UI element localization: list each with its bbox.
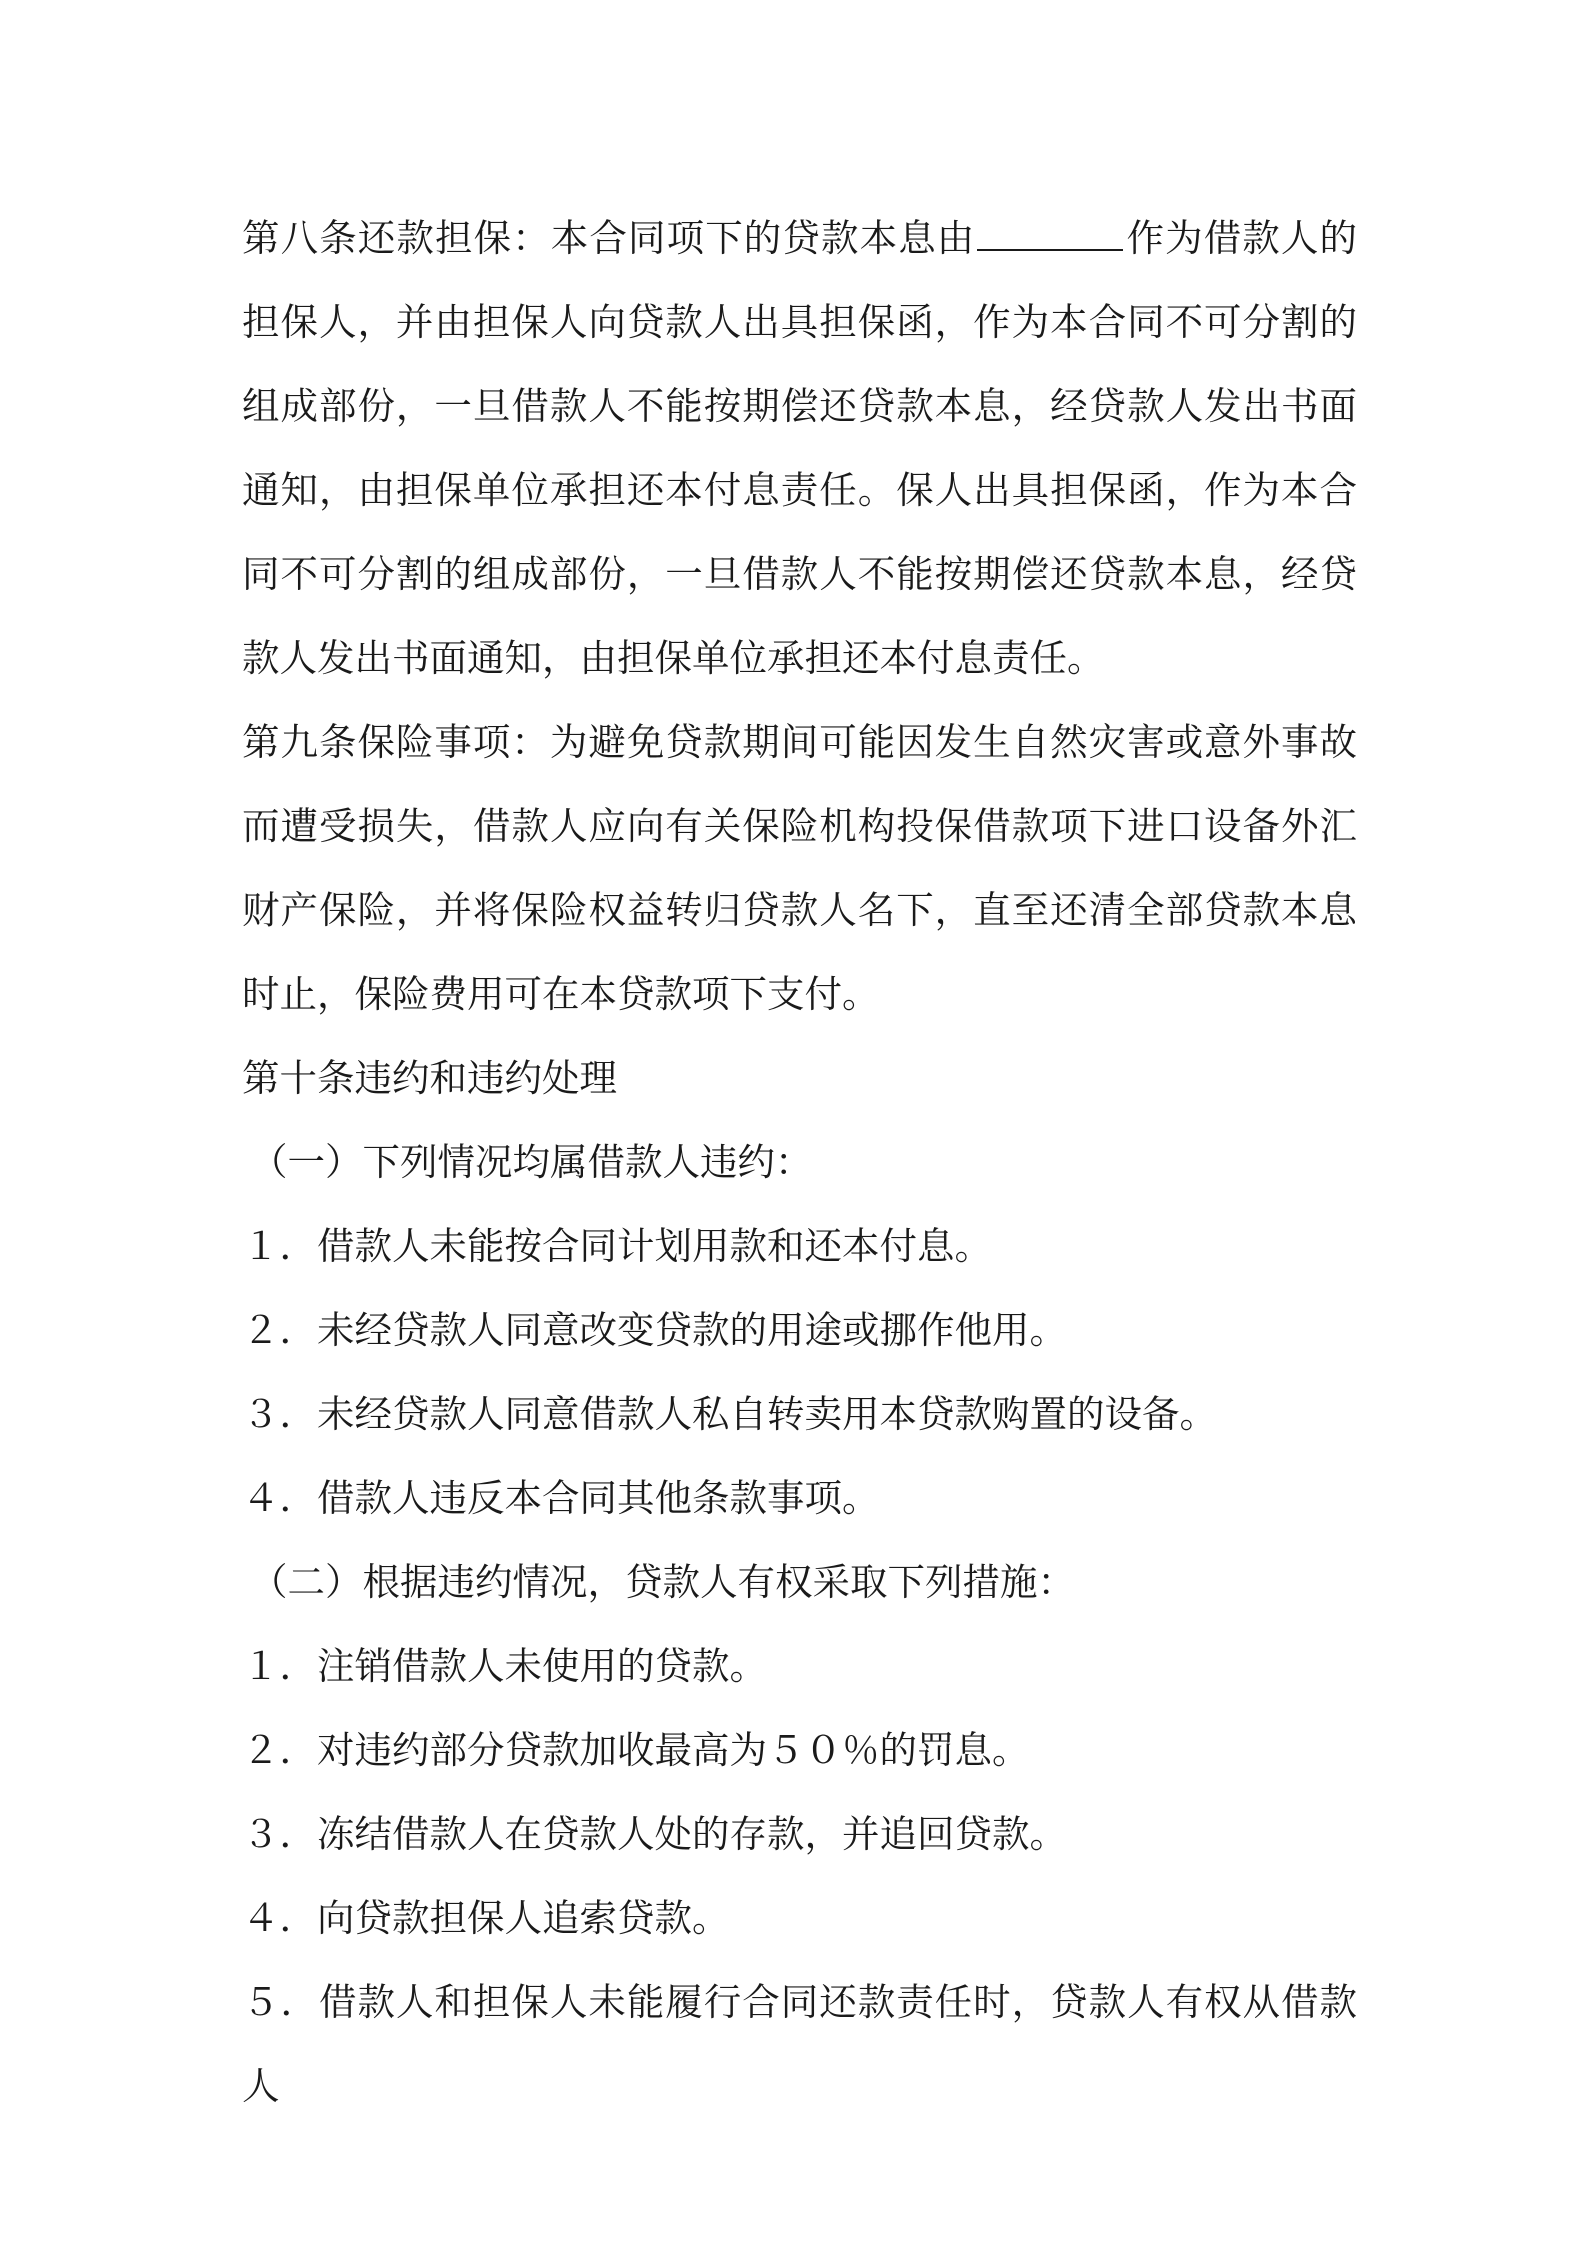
- article-8-text-after-blank: 作为借款人的担保人，并由担保人向贷款人出具担保函，作为本合同不可分割的组成部份，一旦借款人不能按期偿还贷款本息，经贷款人发出书面通知，由担保单位承担还本付息责任。保人出具担保函，作为本合同不可分割的组成部份，一旦借款人不能按期偿还贷款本息，经贷款人发出书面通知，由担保单位承担还本付息责任。: [242, 216, 1358, 680]
- article-10-section-2-item: ５．借款人和担保人未能履行合同还款责任时，贷款人有权从借款人: [242, 1980, 1357, 2108]
- article-10-section-2-item: ３．冻结借款人在贷款人处的存款，并追回贷款。: [242, 1812, 1067, 1856]
- guarantor-blank-field[interactable]: [977, 213, 1123, 251]
- article-10-section-2-item: ４．向贷款担保人追索贷款。: [242, 1896, 730, 1940]
- article-10-section-1-heading: （一）下列情况均属借款人违约：: [250, 1140, 813, 1184]
- article-10-section-2-item: ２．对违约部分贷款加收最高为５０％的罚息。: [242, 1728, 1030, 1772]
- article-8-paragraph: [242, 196, 1357, 700]
- article-10-section-2-item: １．注销借款人未使用的贷款。: [242, 1644, 767, 1688]
- article-9-paragraph: 第九条保险事项：为避免贷款期间可能因发生自然灾害或意外事故而遭受损失，借款人应向有关保险机构投保借款项下进口设备外汇财产保险，并将保险权益转归贷款人名下，直至还清全部贷款本息时止，保险费用可在本贷款项下支付。: [242, 720, 1357, 1016]
- article-10-section-1-item: ３．未经贷款人同意借款人私自转卖用本贷款购置的设备。: [242, 1392, 1217, 1436]
- document-page: [242, 196, 1357, 2128]
- article-10-section-2-heading: （二）根据违约情况，贷款人有权采取下列措施：: [250, 1560, 1075, 1604]
- article-10-section-1-item: ４．借款人违反本合同其他条款事项。: [242, 1476, 880, 1520]
- article-10-title: 第十条违约和违约处理: [242, 1056, 617, 1100]
- article-10-section-1-item: ２．未经贷款人同意改变贷款的用途或挪作他用。: [242, 1308, 1067, 1352]
- article-10-section-1-item: １．借款人未能按合同计划用款和还本付息。: [242, 1224, 992, 1268]
- article-8-text-before-blank: 第八条还款担保：本合同项下的贷款本息由: [242, 216, 976, 260]
